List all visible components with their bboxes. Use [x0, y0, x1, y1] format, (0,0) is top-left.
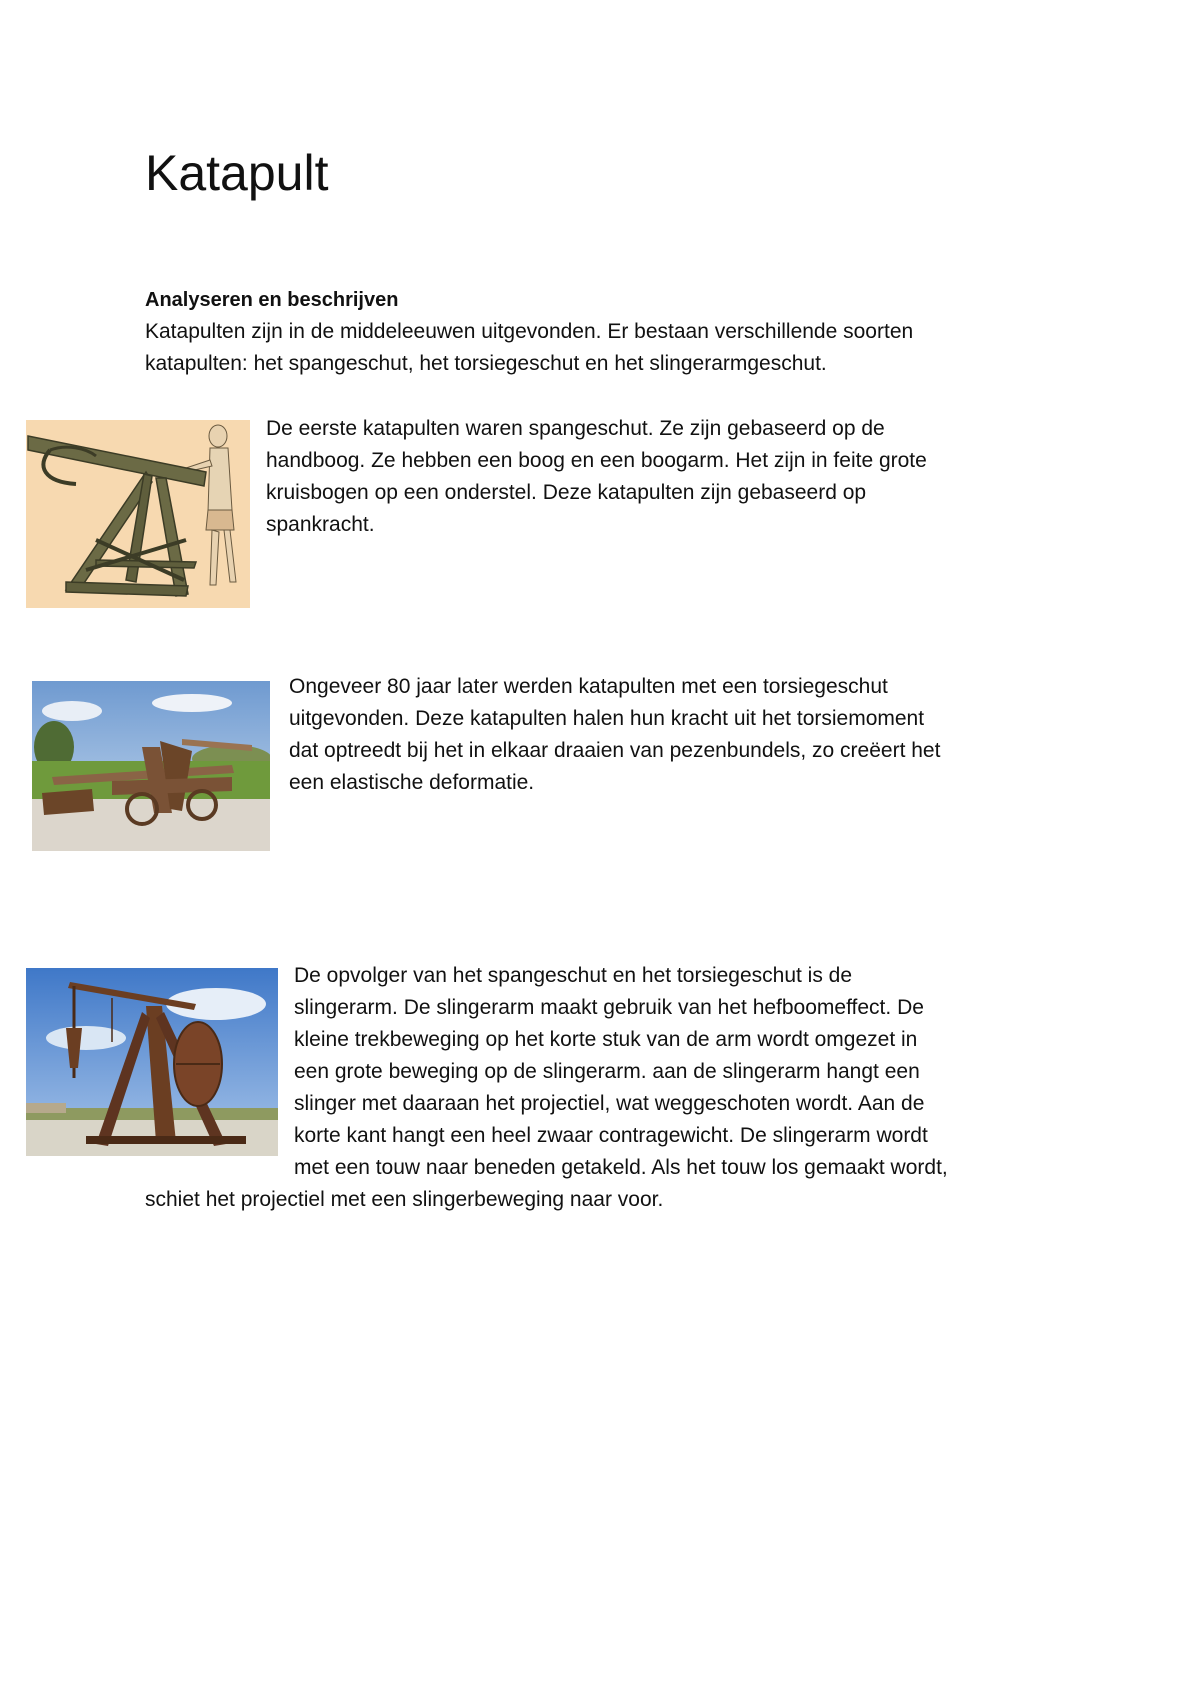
section-heading: Analyseren en beschrijven: [145, 289, 399, 311]
intro-line: Katapulten zijn in de middeleeuwen uitgevonden. Er bestaan verschillende soorten: [145, 320, 914, 343]
paragraph-line: handboog. Ze hebben een boog en een boogarm. Het zijn in feite grote: [266, 449, 927, 472]
paragraph-line: een elastische deformatie.: [289, 771, 535, 794]
paragraph-line: Ongeveer 80 jaar later werden katapulten met een torsiegeschut: [289, 675, 888, 698]
page-title: Katapult: [145, 145, 329, 201]
torsiegeschut-photo: [32, 681, 270, 851]
paragraph-line: kruisbogen op een onderstel. Deze katapulten zijn gebaseerd op: [266, 481, 867, 504]
intro-paragraph: [145, 316, 913, 380]
paragraph-line: een grote beweging op de slingerarm. aan de slingerarm hangt een: [294, 1060, 920, 1083]
paragraph-line: uitgevonden. Deze katapulten halen hun kracht uit het torsiemoment: [289, 707, 925, 730]
paragraph-line: dat optreedt bij het in elkaar draaien van pezenbundels, zo creëert het: [289, 739, 941, 762]
paragraph-line: De opvolger van het spangeschut en het torsiegeschut is de: [294, 964, 853, 987]
paragraph-line: kleine trekbeweging op het korte stuk van de arm wordt omgezet in: [294, 1028, 918, 1051]
paragraph-line: spankracht.: [266, 513, 375, 536]
paragraph-line: schiet het projectiel met een slingerbeweging naar voor.: [145, 1188, 664, 1211]
spangeschut-illustration: [26, 420, 250, 608]
paragraph-line: De eerste katapulten waren spangeschut. Ze zijn gebaseerd op de: [266, 417, 885, 440]
paragraph-line: korte kant hangt een heel zwaar contragewicht. De slingerarm wordt: [294, 1124, 928, 1147]
spangeschut-paragraph: [266, 413, 927, 541]
slingerarm-photo: [26, 968, 278, 1156]
slingerarm-paragraph: [294, 960, 948, 1184]
intro-line: katapulten: het spangeschut, het torsiegeschut en het slingerarmgeschut.: [145, 352, 827, 375]
paragraph-line: slingerarm. De slingerarm maakt gebruik van het hefboomeffect. De: [294, 996, 924, 1019]
paragraph-line: met een touw naar beneden getakeld. Als het touw los gemaakt wordt,: [294, 1156, 948, 1179]
slingerarm-paragraph-continuation: [145, 1184, 663, 1216]
paragraph-line: slinger met daaraan het projectiel, wat weggeschoten wordt. Aan de: [294, 1092, 925, 1115]
torsiegeschut-paragraph: [289, 671, 940, 799]
